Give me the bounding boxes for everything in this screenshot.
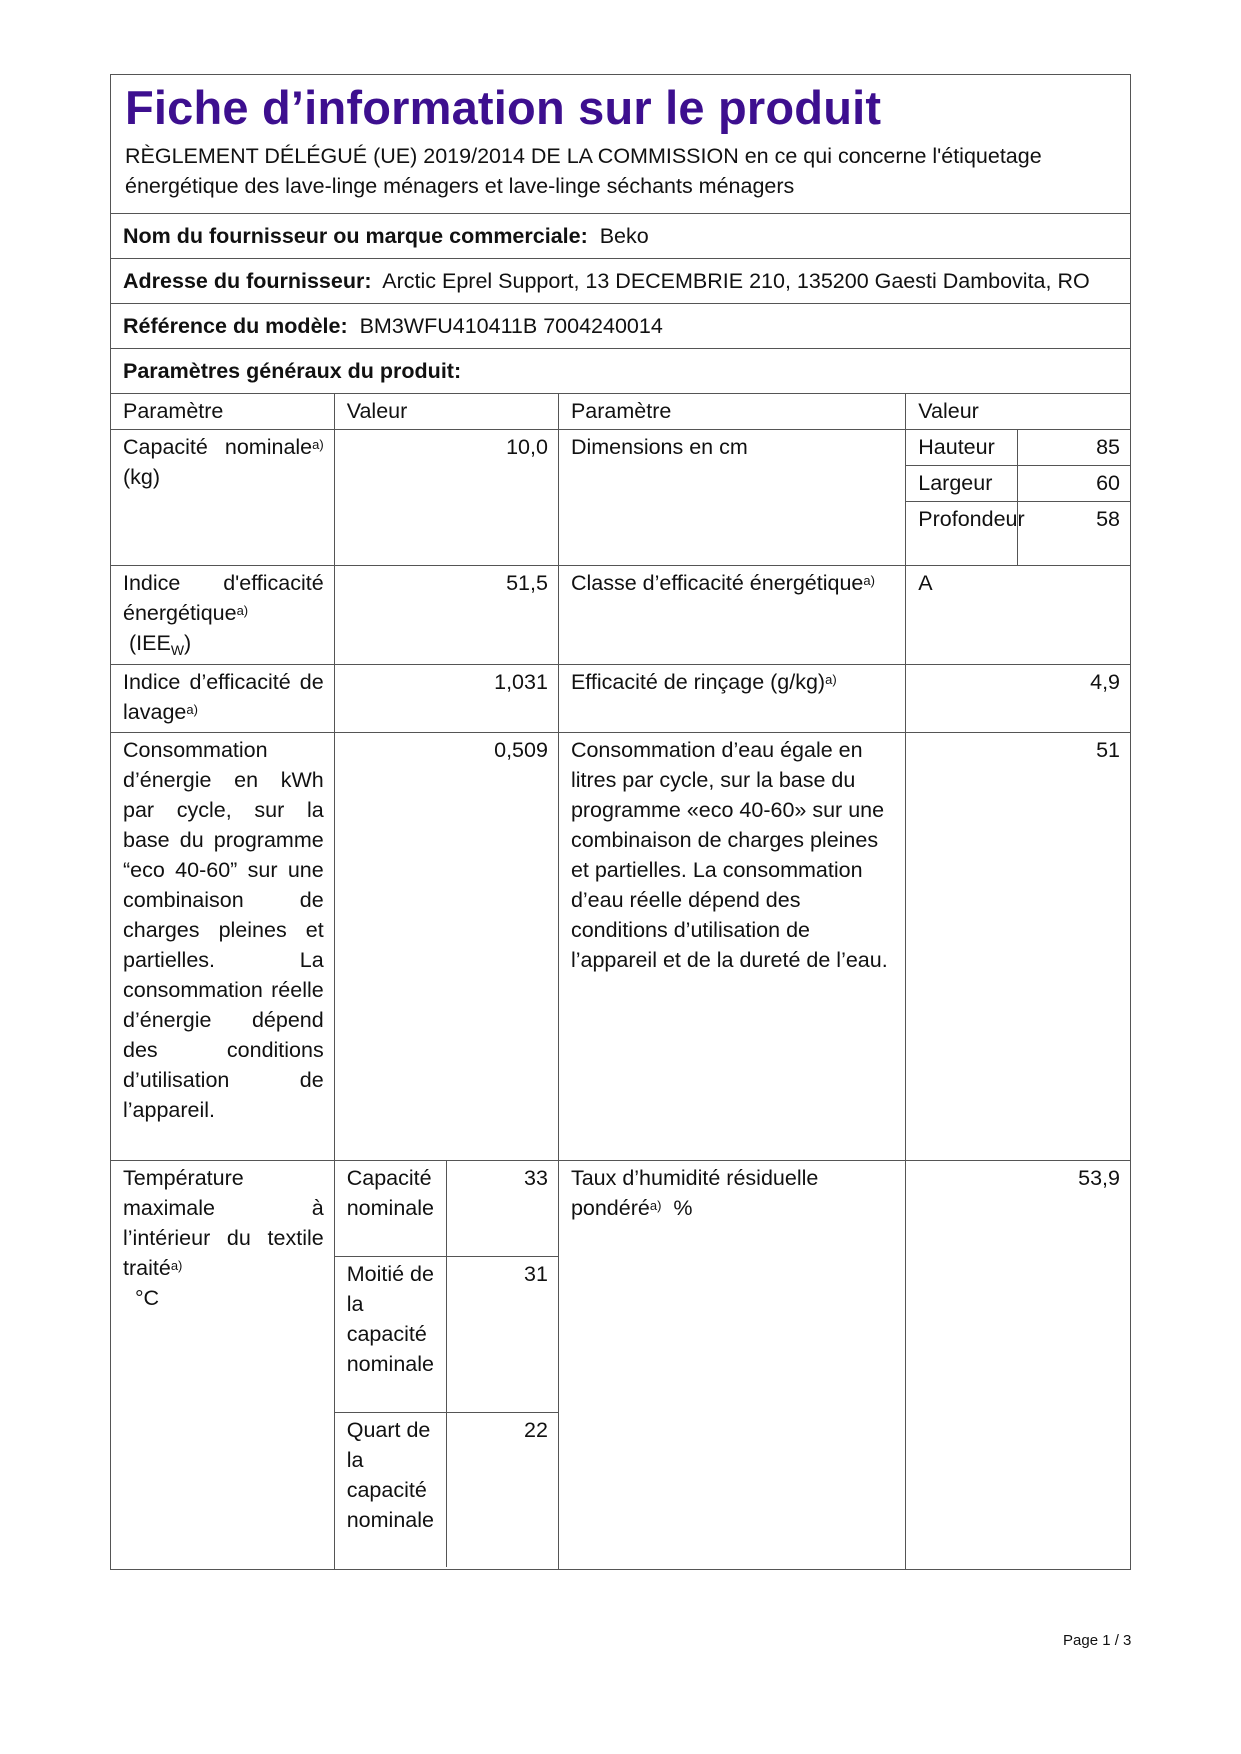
water-consumption-label: Consommation d’eau égale en litres par cycle, sur la base du programme «eco 40-60» sur une combinaison de charges pleines et partielles. La consommation d’eau réelle dépend des conditions d’utilisation de l’appareil et de la dureté de l’eau.	[558, 733, 905, 1161]
eei-label-cell	[111, 566, 334, 665]
table-row-consumption	[111, 733, 1130, 1161]
energy-class-label-cell	[558, 566, 905, 665]
temp-quarter-value: 22	[446, 1412, 558, 1567]
model-label: Référence du modèle:	[123, 314, 348, 338]
section-title-row	[111, 349, 1130, 394]
model-value: BM3WFU410411B 7004240014	[359, 314, 663, 338]
rinsing-label-cell	[558, 665, 905, 733]
header-block	[111, 75, 1130, 214]
footnote-mark: a)	[236, 603, 249, 618]
temperature-full-row	[335, 1161, 558, 1256]
water-consumption-value: 51	[906, 733, 1130, 1161]
depth-label: Profondeur	[906, 502, 1018, 566]
temperature-unit: °C	[134, 1286, 160, 1310]
header-param-2: Paramètre	[558, 394, 905, 430]
model-row	[111, 304, 1130, 349]
height-value: 85	[1018, 430, 1130, 466]
temperature-label: Température maximale à l’intérieur du textile traité	[123, 1166, 324, 1280]
rinsing-value: 4,9	[906, 665, 1130, 733]
humidity-value: 53,9	[906, 1161, 1130, 1569]
footnote-mark: a)	[649, 1198, 662, 1213]
parameters-table-wrapper	[111, 394, 1130, 1569]
section-title: Paramètres généraux du produit:	[123, 359, 462, 383]
temperature-values-cell	[334, 1161, 558, 1569]
address-value: Arctic Eprel Support, 13 DECEMBRIE 210, 135200 Gaesti Dambovita, RO	[382, 269, 1090, 293]
temp-half-value: 31	[446, 1256, 558, 1412]
washing-value: 1,031	[334, 665, 558, 733]
table-row-eei	[111, 566, 1130, 665]
energy-class-value: A	[906, 566, 1130, 665]
height-label: Hauteur	[906, 430, 1018, 466]
footnote-mark: a)	[825, 672, 837, 687]
temperature-half-row	[335, 1256, 558, 1412]
table-row-temperature	[111, 1161, 1130, 1569]
header-param-1: Paramètre	[111, 394, 334, 430]
table-row-washing	[111, 665, 1130, 733]
temp-half-label: Moitié de la capacité nominale	[335, 1256, 447, 1412]
eei-value: 51,5	[334, 566, 558, 665]
eei-unit-post: )	[184, 631, 192, 655]
width-value: 60	[1018, 466, 1130, 502]
energy-class-label: Classe d’efficacité énergétique	[570, 571, 864, 595]
parameters-table	[111, 394, 1130, 1569]
table-header-row	[111, 394, 1130, 430]
temperature-subtable	[335, 1161, 558, 1567]
footnote-mark: a)	[186, 702, 198, 717]
humidity-label: Taux d’humidité résiduelle pondéré	[570, 1166, 819, 1220]
energy-consumption-label: Consommation d’énergie en kWh par cycle, sur la base du programme “eco 40-60” sur une combinaison de charges pleines et partielles. La consommation réelle d’énergie dépend des conditions d’utilisation de l’appareil.	[111, 733, 334, 1161]
temp-quarter-label: Quart de la capacité nominale	[335, 1412, 447, 1567]
eei-unit-sub: W	[170, 642, 185, 658]
temp-full-value: 33	[446, 1161, 558, 1256]
capacity-label-cell	[111, 430, 334, 566]
supplier-label: Nom du fournisseur ou marque commerciale:	[123, 224, 588, 248]
footnote-mark: a)	[312, 437, 324, 452]
width-label: Largeur	[906, 466, 1018, 502]
address-row	[111, 259, 1130, 304]
washing-label: Indice d’efficacité de lavage	[123, 670, 324, 724]
humidity-unit: %	[673, 1196, 693, 1220]
dimensions-label: Dimensions en cm	[558, 430, 905, 566]
header-value-2: Valeur	[906, 394, 1130, 430]
capacity-unit: (kg)	[123, 465, 161, 489]
table-row-capacity	[111, 430, 1130, 466]
address-label: Adresse du fournisseur:	[123, 269, 372, 293]
page-number: Page 1 / 3	[1063, 1632, 1132, 1649]
rinsing-label: Efficacité de rinçage (g/kg)	[570, 670, 826, 694]
page-title: Fiche d’information sur le produit	[125, 81, 882, 134]
humidity-label-cell	[558, 1161, 905, 1569]
temperature-label-cell	[111, 1161, 334, 1569]
footnote-mark: a)	[170, 1258, 183, 1273]
energy-consumption-value: 0,509	[334, 733, 558, 1161]
washing-label-cell	[111, 665, 334, 733]
capacity-label: Capacité nominale	[123, 435, 313, 459]
eei-unit-pre: (IEE	[128, 631, 171, 655]
capacity-value: 10,0	[334, 430, 558, 566]
header-value-1: Valeur	[334, 394, 558, 430]
product-info-sheet	[110, 74, 1131, 1570]
footnote-mark: a)	[863, 573, 875, 588]
temperature-quarter-row	[335, 1412, 558, 1567]
regulation-text: RÈGLEMENT DÉLÉGUÉ (UE) 2019/2014 DE LA COMMISSION en ce qui concerne l'étiquetage énergétique des lave-linge ménagers et lave-linge séchants ménagers	[125, 144, 1042, 198]
eei-label: Indice d'efficacité énergétique	[123, 571, 324, 625]
supplier-row	[111, 214, 1130, 259]
supplier-value: Beko	[599, 224, 649, 248]
temp-full-label: Capacité nominale	[335, 1161, 447, 1256]
depth-value: 58	[1018, 502, 1130, 566]
